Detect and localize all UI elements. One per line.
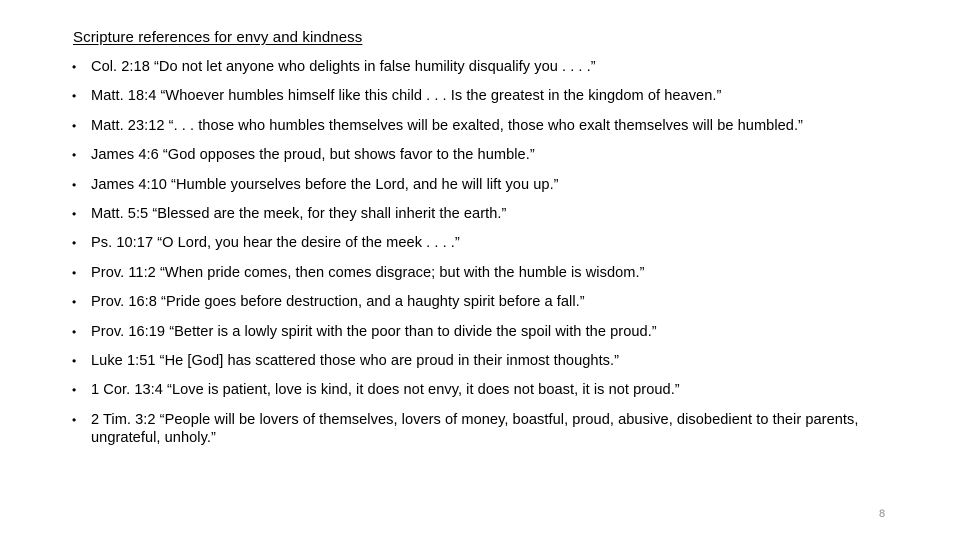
- page-number: 8: [878, 508, 886, 520]
- bullet-icon: •: [72, 148, 77, 163]
- list-item-text: James 4:10 “Humble yourselves before the Lord, and he will lift you up.”: [91, 176, 559, 193]
- bullet-icon: •: [72, 295, 77, 310]
- scripture-reference-list: [72, 58, 912, 458]
- list-item: [72, 205, 912, 223]
- bullet-icon: •: [72, 206, 77, 221]
- slide-heading: Scripture references for envy and kindness: [73, 29, 363, 46]
- list-item-text: Prov. 16:8 “Pride goes before destruction, and a haughty spirit before a fall.”: [91, 294, 585, 311]
- bullet-icon: •: [72, 353, 77, 368]
- list-item: [72, 234, 912, 252]
- list-item: [72, 411, 912, 447]
- list-item-text: Matt. 5:5 “Blessed are the meek, for they shall inherit the earth.”: [91, 205, 507, 222]
- list-item: [72, 323, 912, 341]
- bullet-icon: •: [72, 412, 77, 427]
- list-item-text: 1 Cor. 13:4 “Love is patient, love is kind, it does not envy, it does not boast, it is not proud.”: [91, 382, 680, 399]
- bullet-icon: •: [72, 118, 77, 133]
- bullet-icon: •: [72, 60, 77, 74]
- bullet-icon: •: [72, 265, 77, 280]
- list-item: [72, 117, 912, 135]
- list-item: [72, 87, 912, 105]
- bullet-icon: •: [72, 89, 77, 104]
- list-item: [72, 58, 912, 76]
- list-item-text: Col. 2:18 “Do not let anyone who delights in false humility disqualify you . . . .”: [91, 59, 596, 75]
- list-item-text: 2 Tim. 3:2 “People will be lovers of themselves, lovers of money, boastful, proud, abusive, disobedient to their parents, ungrateful, unholy.”: [91, 411, 859, 446]
- list-item-text: Prov. 16:19 “Better is a lowly spirit with the poor than to divide the spoil with the proud.”: [91, 323, 657, 340]
- bullet-icon: •: [72, 236, 77, 251]
- bullet-icon: •: [72, 324, 77, 339]
- list-item: [72, 176, 912, 194]
- list-item: [72, 293, 912, 311]
- list-item-text: James 4:6 “God opposes the proud, but shows favor to the humble.”: [91, 147, 535, 164]
- bullet-icon: •: [72, 177, 77, 192]
- bullet-icon: •: [72, 383, 77, 398]
- list-item-text: Matt. 23:12 “. . . those who humbles themselves will be exalted, those who exalt themselves will be humbled.”: [91, 117, 803, 134]
- list-item: [72, 146, 912, 164]
- list-item-text: Matt. 18:4 “Whoever humbles himself like this child . . . Is the greatest in the kingdom of heaven.”: [91, 88, 722, 105]
- list-item-text: Ps. 10:17 “O Lord, you hear the desire of the meek . . . .”: [91, 235, 460, 252]
- list-item: [72, 381, 912, 399]
- list-item-text: Prov. 11:2 “When pride comes, then comes disgrace; but with the humble is wisdom.”: [91, 264, 645, 281]
- list-item: [72, 264, 912, 282]
- list-item: [72, 352, 912, 370]
- list-item-text: Luke 1:51 “He [God] has scattered those who are proud in their inmost thoughts.”: [91, 352, 620, 369]
